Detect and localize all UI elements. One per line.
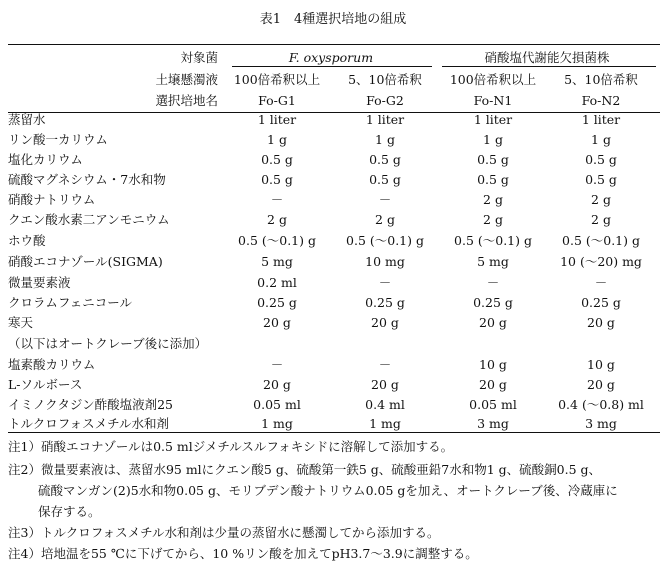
footnote-3: 注3）トルクロフォスメチル水和剤は少量の蒸留水に懸濁してから添加する。 (8, 525, 440, 540)
table-cell: 20 g (587, 315, 615, 330)
row-label: 硫酸マグネシウム・7水和物 (8, 172, 166, 187)
table-cell: － (378, 275, 392, 290)
table-cell: 0.25 g (365, 295, 405, 310)
row-label: L-ソルボース (8, 377, 83, 392)
table-cell: 0.5 g (585, 172, 617, 187)
row-label: クロラムフェニコール (8, 295, 133, 310)
table-title: 表1 4種選択培地の組成 (259, 12, 407, 27)
table-cell: 0.5 (～0.1) g (238, 233, 316, 248)
table-cell: － (486, 275, 500, 290)
row-label: 塩素酸カリウム (8, 357, 96, 372)
row-label: （以下はオートクレーブ後に添加） (8, 336, 208, 351)
table-cell: 1 mg (369, 416, 401, 431)
table-cell: 0.5 (～0.1) g (346, 233, 424, 248)
table-cell: 0.5 g (369, 172, 401, 187)
table-cell: 0.05 ml (253, 397, 301, 412)
table-cell: 0.5 g (477, 172, 509, 187)
header-dilution: 5、10倍希釈 (348, 72, 422, 87)
header-suspension-label: 土壌懸濁液 (155, 72, 218, 87)
table-cell: 20 g (263, 315, 291, 330)
table-top-rule (8, 44, 660, 45)
header-medium-name: Fo-N2 (581, 93, 621, 108)
footnote-2: 注2）微量要素液は、蒸留水95 mlにクエン酸5 g、硫酸第一鉄5 g、硫酸亜鉛7水和物1 g、硫酸銅0.5 g、 (8, 462, 602, 477)
table-cell: 0.5 g (261, 152, 293, 167)
table-cell: 0.5 g (585, 152, 617, 167)
table-cell: 1 g (483, 132, 503, 147)
table-cell: － (378, 192, 392, 207)
table-cell: － (594, 275, 608, 290)
header-medium-label: 選択培地名 (155, 93, 218, 108)
table-cell: 2 g (591, 212, 611, 227)
table-cell: 10 g (587, 357, 615, 372)
header-medium-name: Fo-N1 (473, 93, 513, 108)
header-group-nitrate-rule (442, 66, 656, 67)
row-label: ホウ酸 (8, 233, 46, 248)
table-cell: 20 g (371, 377, 399, 392)
table-cell: 1 liter (257, 112, 297, 127)
table-cell: 20 g (371, 315, 399, 330)
table-cell: － (270, 192, 284, 207)
table-cell: 5 mg (261, 254, 293, 269)
header-medium-name: Fo-G2 (366, 93, 404, 108)
table-cell: 0.5 g (477, 152, 509, 167)
table-cell: － (270, 357, 284, 372)
row-label: トルクロフォスメチル水和剤 (8, 416, 170, 431)
row-label: リン酸一カリウム (8, 132, 108, 147)
table-cell: 2 g (267, 212, 287, 227)
row-label: イミノクタジン酢酸塩液剤25 (8, 397, 173, 412)
row-label: 微量要素液 (8, 275, 71, 290)
row-label: クエン酸水素二アンモニウム (8, 212, 170, 227)
table-cell: 1 g (375, 132, 395, 147)
table-cell: 3 mg (585, 416, 617, 431)
row-label: 硝酸ナトリウム (8, 192, 96, 207)
header-group-fo-rule (232, 66, 432, 67)
table-cell: 0.25 g (473, 295, 513, 310)
row-label: 硝酸エコナゾール(SIGMA) (8, 254, 163, 269)
table-cell: 2 g (483, 192, 503, 207)
table-bottom-rule (8, 432, 660, 433)
table-cell: 2 g (375, 212, 395, 227)
header-group-nitrate: 硝酸塩代謝能欠損菌株 (484, 50, 610, 65)
header-target-label: 対象菌 (180, 50, 218, 65)
header-dilution: 5、10倍希釈 (564, 72, 638, 87)
table-cell: 0.5 (～0.1) g (562, 233, 640, 248)
footnote-4: 注4）培地温を55 ℃に下げてから、10 %リン酸を加えてpH3.7～3.9に調整する。 (8, 546, 478, 561)
header-dilution: 100倍希釈以上 (233, 72, 321, 87)
footnote-2-cont: 保存する。 (38, 504, 101, 519)
footnote-1: 注1）硝酸エコナゾールは0.5 mlジメチルスルフォキシドに溶解して添加する。 (8, 439, 454, 454)
table-cell: 1 liter (365, 112, 405, 127)
table-cell: 0.25 g (257, 295, 297, 310)
table-cell: 5 mg (477, 254, 509, 269)
table-cell: 1 liter (473, 112, 513, 127)
table-cell: 10 (～20) mg (560, 254, 642, 269)
table-cell: 0.2 ml (257, 275, 297, 290)
table-cell: － (378, 357, 392, 372)
table-cell: 0.4 ml (365, 397, 405, 412)
table-cell: 10 g (479, 357, 507, 372)
table-cell: 20 g (479, 377, 507, 392)
header-dilution: 100倍希釈以上 (449, 72, 537, 87)
row-label: 寒天 (8, 315, 34, 330)
table-cell: 0.4 (～0.8) ml (558, 397, 644, 412)
table-cell: 1 liter (581, 112, 621, 127)
table-cell: 10 mg (365, 254, 405, 269)
header-medium-name: Fo-G1 (258, 93, 296, 108)
row-label: 塩化カリウム (8, 152, 83, 167)
table-cell: 2 g (591, 192, 611, 207)
table-cell: 0.25 g (581, 295, 621, 310)
table-cell: 1 mg (261, 416, 293, 431)
row-label: 蒸留水 (8, 112, 46, 127)
footnote-2-cont: 硫酸マンガン(2)5水和物0.05 g、モリブデン酸ナトリウム0.05 gを加え、オートクレーブ後、冷蔵庫に (38, 483, 618, 498)
table-cell: 1 g (267, 132, 287, 147)
table-cell: 0.5 (～0.1) g (454, 233, 532, 248)
table-cell: 1 g (591, 132, 611, 147)
table-cell: 20 g (587, 377, 615, 392)
table-cell: 0.5 g (261, 172, 293, 187)
table-cell: 3 mg (477, 416, 509, 431)
table-cell: 2 g (483, 212, 503, 227)
header-group-fo: F. oxysporum (288, 50, 374, 65)
table-cell: 20 g (479, 315, 507, 330)
table-cell: 20 g (263, 377, 291, 392)
table-cell: 0.05 ml (469, 397, 517, 412)
table-cell: 0.5 g (369, 152, 401, 167)
